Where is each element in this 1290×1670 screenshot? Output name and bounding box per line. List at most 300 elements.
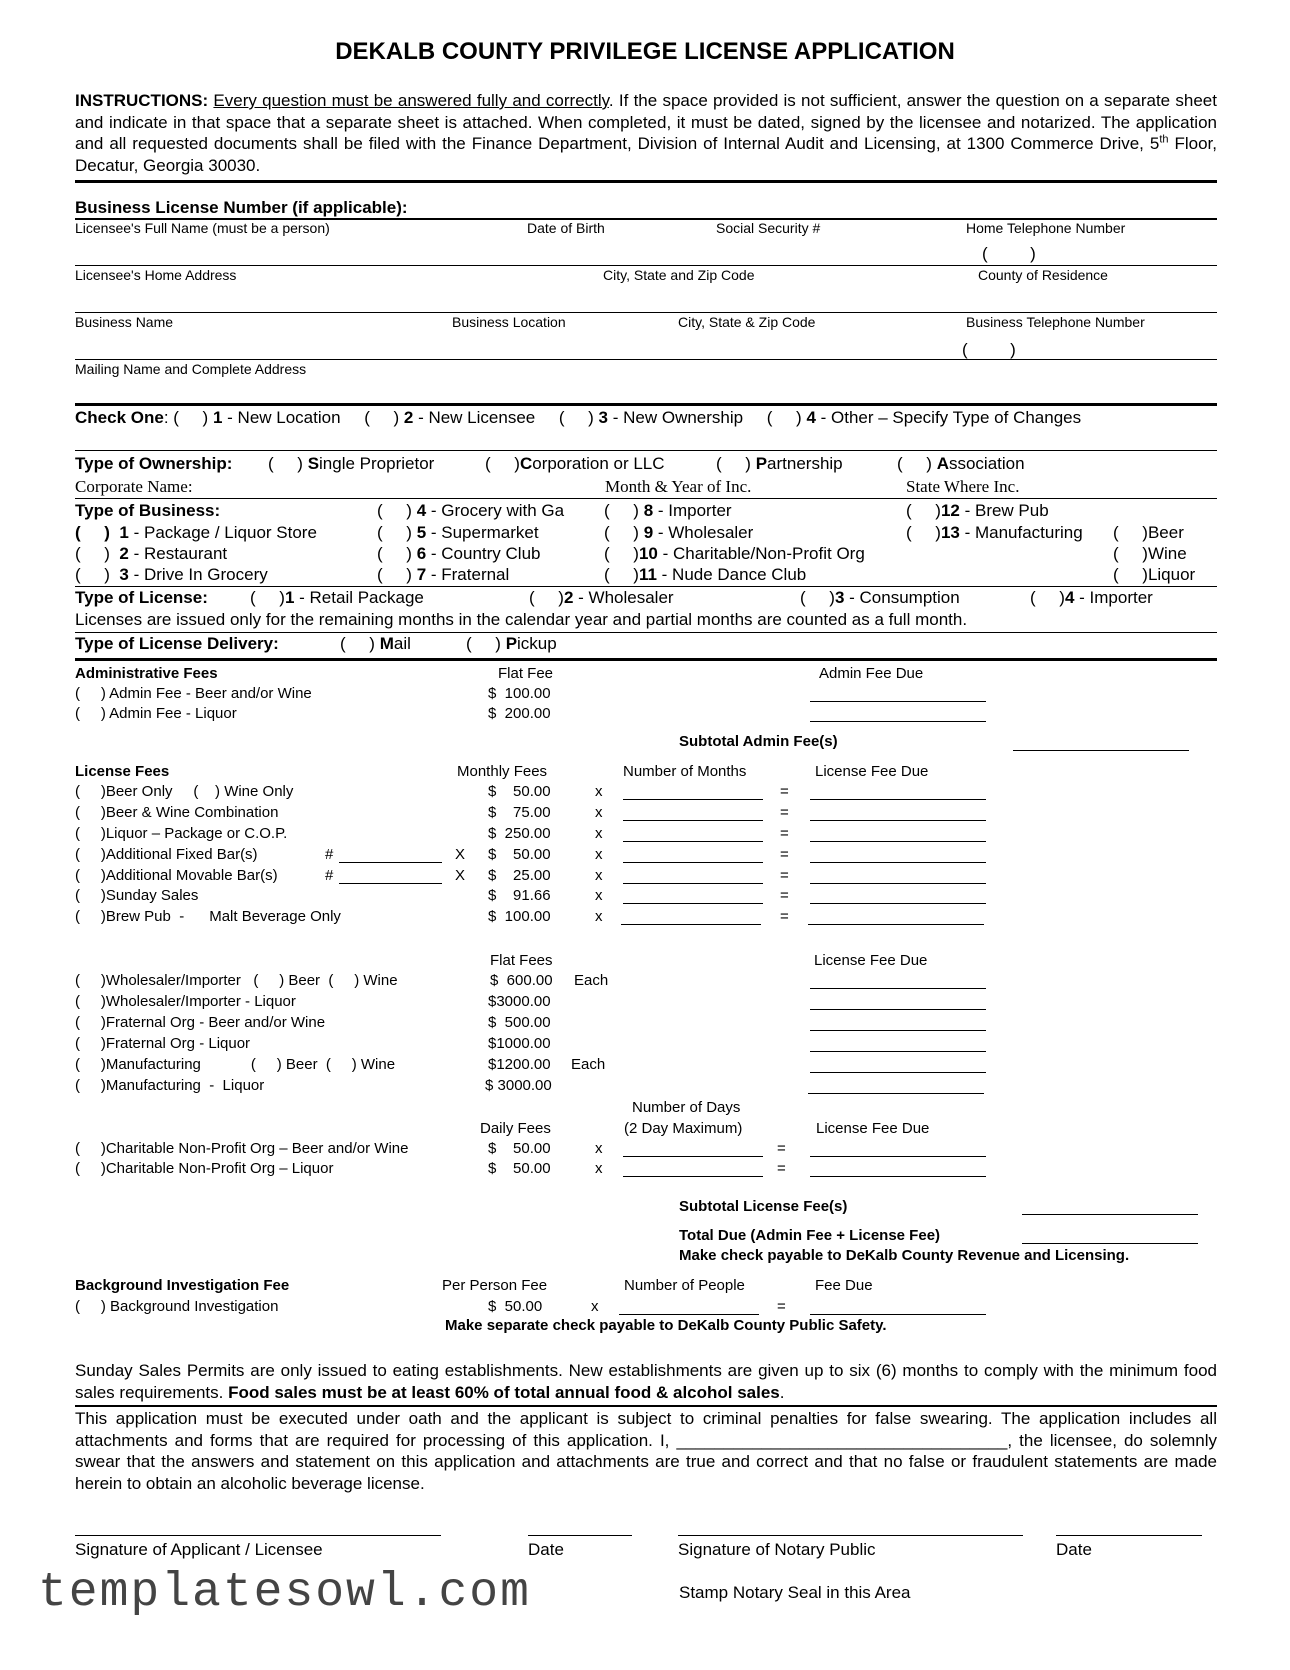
delivery-label: Type of License Delivery: — [75, 634, 279, 653]
text: Fraternal Org - Liquor — [105, 1035, 251, 1052]
admin-fees-label: Administrative Fees — [75, 665, 218, 682]
text: Fraternal Org - Beer and/or Wine — [105, 1014, 326, 1031]
option-text: artnership — [767, 454, 843, 473]
text: Beer Only ( ) Wine Only — [105, 783, 294, 800]
fee-fixed-bars[interactable] — [75, 846, 258, 864]
text: - Consumption — [844, 588, 960, 607]
daily-fee: $ 50.00 — [488, 1140, 551, 1157]
checkbox[interactable]: ( ) — [529, 588, 564, 607]
check-one-label: Check One — [75, 408, 164, 427]
times: x — [595, 908, 603, 925]
checkbox[interactable]: ( ) — [906, 501, 941, 520]
text: - Grocery with Ga — [426, 501, 565, 520]
check-one-row — [75, 408, 1081, 428]
fee-charitable-beer-wine[interactable] — [75, 1140, 408, 1158]
oath-part1: This application must be executed under oath and the applicant is subject to criminal penalties for false swearing. The application includes all attachments and forms that are required for processing of this application. I, — [75, 1409, 1217, 1450]
option-num: 4 — [806, 408, 816, 427]
checkbox[interactable]: ( ) — [906, 523, 941, 542]
option-new-ownership: - New Ownership — [608, 408, 744, 427]
checkbox[interactable]: ( ) — [75, 544, 110, 563]
home-phone-label: Home Telephone Number — [966, 220, 1126, 236]
monthly-fee: $ 250.00 — [488, 825, 551, 842]
checkbox-new-licensee[interactable]: ( ) — [364, 408, 400, 427]
checkbox[interactable]: ( ) — [604, 501, 639, 520]
total-due-blank[interactable] — [1022, 1243, 1198, 1244]
license-note: Licenses are issued only for the remaining months in the calendar year and partial months are counted as a full month. — [75, 610, 968, 629]
flat-fee-due-blank[interactable] — [810, 1030, 986, 1031]
flat-fee-due-blank[interactable] — [810, 988, 986, 989]
daily-fees-header: Daily Fees — [480, 1120, 551, 1137]
business-type-11[interactable] — [604, 565, 806, 585]
checkbox[interactable]: ( ) — [75, 523, 110, 542]
delivery-pickup[interactable] — [466, 634, 557, 654]
checkbox[interactable]: ( ) — [75, 804, 106, 821]
equals: = — [780, 867, 789, 884]
months-blank[interactable] — [623, 862, 763, 863]
admin-fee-liquor[interactable] — [75, 705, 237, 723]
checkbox[interactable]: ( ) — [604, 565, 639, 584]
sunday-text: Sunday Sales Permits are only issued to eating establishments. New establishments are given up to six (6) months to comply with the minimum food sales requirements. — [75, 1361, 1217, 1402]
sunday-bold: Food sales must be at least 60% of total annual food & alcohol sales — [228, 1382, 780, 1402]
oath-part2: , the licensee, do solemnly swear that the answers and statement on this application and attachments are true and correct and that no false or fraudulent statements are made herein to obtain an alcoholic beverage license. — [75, 1430, 1217, 1493]
subtotal-admin-blank[interactable] — [1013, 750, 1189, 751]
text: Wine — [1147, 544, 1187, 563]
text: ickup — [517, 634, 557, 653]
fee-due-blank[interactable] — [808, 924, 984, 925]
state-inc-label: State Where Inc. — [906, 477, 1020, 496]
licensee-name-blank[interactable]: ___________________________________ — [676, 1430, 1008, 1450]
checkbox[interactable]: ( ) — [75, 1035, 106, 1052]
checkbox[interactable]: ( ) — [75, 1160, 106, 1177]
checkbox[interactable]: ( ) — [268, 454, 303, 473]
checkbox[interactable]: ( ) — [75, 1077, 106, 1094]
flat-fees-header: Flat Fees — [490, 952, 553, 969]
license-type-importer[interactable] — [1030, 588, 1153, 608]
business-type-2[interactable] — [75, 544, 227, 564]
initial: P — [755, 454, 768, 473]
mailing-label: Mailing Name and Complete Address — [75, 361, 307, 377]
admin-fee-due-blank[interactable] — [810, 701, 986, 702]
ownership-sole[interactable] — [268, 454, 434, 474]
flat-fee: $ 500.00 — [488, 1014, 551, 1031]
times: x — [595, 783, 603, 800]
text: Additional Fixed Bar(s) — [105, 846, 258, 863]
business-type-13[interactable] — [906, 523, 1083, 543]
business-type-9[interactable] — [604, 523, 753, 543]
sunday-sales-note — [75, 1360, 1217, 1403]
text: - Importer — [1074, 588, 1153, 607]
number-months-header: Number of Months — [623, 763, 747, 780]
text: - Nude Dance Club — [656, 565, 807, 584]
date1-line[interactable] — [528, 1535, 632, 1536]
divider — [75, 180, 1217, 183]
text: - Package / Liquor Store — [128, 523, 317, 542]
subtotal-license-blank[interactable] — [1022, 1214, 1198, 1215]
flat-fee: $ 600.00 — [490, 972, 553, 989]
business-city-label: City, State & Zip Code — [678, 314, 816, 330]
text: - Country Club — [426, 544, 541, 563]
times: x — [595, 1160, 603, 1177]
fee-due-header: Fee Due — [815, 1277, 873, 1294]
per-person-fee: $ 50.00 — [488, 1298, 543, 1315]
option-num: 1 — [212, 408, 223, 427]
business-type-7[interactable] — [377, 565, 509, 585]
flat-fee-due-blank[interactable] — [810, 1072, 986, 1073]
fee-due-blank[interactable] — [810, 862, 986, 863]
license-type-consumption[interactable] — [800, 588, 960, 608]
option-new-location: - New Location — [222, 408, 341, 427]
checkbox[interactable]: ( ) — [75, 846, 106, 863]
equals: = — [780, 783, 789, 800]
bar-count-blank[interactable] — [339, 862, 442, 863]
text: Brew Pub - Malt Beverage Only — [105, 908, 341, 925]
fee-due-blank[interactable] — [810, 883, 986, 884]
checkbox[interactable]: ( ) — [377, 544, 412, 563]
initial: M — [379, 634, 394, 653]
text: Wholesaler/Importer ( ) Beer ( ) Wine — [105, 972, 398, 989]
times: x — [591, 1298, 599, 1315]
text: Manufacturing - Liquor — [105, 1077, 265, 1094]
hash: # — [325, 867, 334, 884]
business-phone-parens[interactable]: ( ) — [962, 340, 1016, 359]
equals: = — [777, 1160, 786, 1177]
each-label: Each — [574, 972, 609, 989]
checkbox[interactable]: ( ) — [604, 544, 639, 563]
text: Liquor – Package or C.O.P. — [105, 825, 288, 842]
fee-manufacturing-liquor[interactable] — [75, 1077, 264, 1095]
months-blank[interactable] — [623, 841, 763, 842]
divider — [75, 658, 1217, 661]
monthly-fee: $ 75.00 — [488, 804, 551, 821]
text: Background Investigation — [110, 1298, 279, 1315]
checkbox[interactable]: ( ) — [1113, 565, 1148, 584]
business-type-8[interactable] — [604, 501, 732, 521]
checkbox-new-location[interactable]: ( ) — [173, 408, 209, 427]
times: x — [595, 867, 603, 884]
monthly-fee: $ 50.00 — [488, 783, 551, 800]
corporate-name-label: Corporate Name: — [75, 477, 193, 496]
text: Liquor — [1147, 565, 1196, 584]
instructions — [75, 90, 1217, 176]
checkbox[interactable]: ( ) — [75, 867, 106, 884]
checkbox[interactable]: ( ) — [75, 783, 106, 800]
checkbox[interactable]: ( ) — [75, 565, 110, 584]
instructions-emphasis: Every question must be answered fully and correctly — [213, 91, 609, 110]
fee-brew-pub[interactable] — [75, 908, 341, 926]
text: Manufacturing ( ) Beer ( ) Wine — [105, 1056, 396, 1073]
checkbox[interactable]: ( ) — [897, 454, 932, 473]
license-type-label: Type of License: — [75, 588, 208, 607]
monthly-fee: $ 50.00 — [488, 846, 551, 863]
flat-fee-due-header: License Fee Due — [814, 952, 928, 969]
num: 2 — [563, 588, 574, 607]
num: 11 — [638, 565, 657, 584]
home-address-label: Licensee's Home Address — [75, 267, 237, 283]
text: Wholesaler/Importer - Liquor — [105, 993, 296, 1010]
num: 6 — [416, 544, 427, 563]
divider — [75, 1405, 1217, 1407]
license-type-retail[interactable] — [250, 588, 424, 608]
divider — [75, 359, 1217, 360]
instructions-sup: th — [1159, 133, 1169, 146]
flat-fee: $ 3000.00 — [485, 1077, 552, 1094]
fee-beer-wine-combo[interactable] — [75, 804, 278, 822]
license-fees-label: License Fees — [75, 763, 170, 780]
checkbox[interactable]: ( ) — [75, 705, 106, 722]
num: 1 — [119, 523, 129, 542]
fee-wholesaler-beer-wine[interactable] — [75, 972, 398, 990]
fee-manufacturing-beer-wine[interactable] — [75, 1056, 395, 1074]
option-text: orporation or LLC — [532, 454, 665, 473]
fee-wholesaler-liquor[interactable] — [75, 993, 296, 1011]
business-type-3[interactable] — [75, 565, 268, 585]
manufacturing-beer[interactable] — [1113, 523, 1184, 543]
manufacturing-wine[interactable] — [1113, 544, 1187, 564]
hash: # — [325, 846, 334, 863]
checkbox[interactable]: ( ) — [377, 501, 412, 520]
checkbox[interactable]: ( ) — [377, 565, 412, 584]
checkbox[interactable]: ( ) — [75, 685, 106, 702]
num: 3 — [119, 565, 129, 584]
equals: = — [777, 1298, 786, 1315]
daily-fee-due-blank[interactable] — [810, 1176, 986, 1177]
business-type-10[interactable] — [604, 544, 865, 564]
home-phone-parens[interactable]: ( ) — [982, 244, 1036, 263]
text: - Wholesaler — [573, 588, 674, 607]
notary-signature-label: Signature of Notary Public — [678, 1540, 876, 1559]
fee-movable-bars[interactable] — [75, 867, 278, 885]
monthly-fee: $ 100.00 — [488, 908, 551, 925]
payable-public-safety: Make separate check payable to DeKalb County Public Safety. — [445, 1317, 887, 1334]
business-type-label: Type of Business: — [75, 501, 221, 520]
month-year-label: Month & Year of Inc. — [605, 477, 752, 496]
checkbox[interactable]: ( ) — [75, 887, 106, 904]
checkbox[interactable]: ( ) — [340, 634, 375, 653]
months-blank[interactable] — [623, 903, 763, 904]
fee-charitable-liquor[interactable] — [75, 1160, 333, 1178]
per-person-header: Per Person Fee — [442, 1277, 548, 1294]
daily-fee: $ 50.00 — [488, 1160, 551, 1177]
business-type-1[interactable] — [75, 523, 317, 543]
equals: = — [780, 887, 789, 904]
num: 10 — [638, 544, 658, 563]
business-type-4[interactable] — [377, 501, 564, 521]
text: Charitable Non-Profit Org – Liquor — [105, 1160, 334, 1177]
text: Admin Fee - Liquor — [109, 705, 237, 722]
checkbox[interactable]: ( ) — [604, 523, 639, 542]
manufacturing-liquor[interactable] — [1113, 565, 1195, 585]
divider — [75, 450, 1217, 451]
num: 3 — [834, 588, 845, 607]
checkbox-other[interactable]: ( ) — [766, 408, 802, 427]
ownership-label: Type of Ownership: — [75, 454, 233, 473]
day-maximum-header: (2 Day Maximum) — [624, 1120, 743, 1137]
ownership-partnership[interactable] — [716, 454, 843, 474]
license-number-label: Business License Number (if applicable): — [75, 198, 408, 217]
checkbox[interactable]: ( ) — [75, 908, 106, 925]
flat-fee-due-blank[interactable] — [808, 1093, 984, 1094]
background-fee-due-blank[interactable] — [810, 1314, 986, 1315]
times: x — [595, 887, 603, 904]
num: 13 — [940, 523, 960, 542]
initial: A — [936, 454, 949, 473]
checkbox[interactable]: ( ) — [75, 1056, 106, 1073]
checkbox[interactable]: ( ) — [75, 1298, 106, 1315]
months-blank[interactable] — [621, 924, 761, 925]
total-due-label: Total Due (Admin Fee + License Fee) — [679, 1227, 941, 1244]
option-num: 3 — [598, 408, 609, 427]
fee-due-blank[interactable] — [810, 903, 986, 904]
fee-beer-wine-only[interactable] — [75, 783, 293, 801]
date2-label: Date — [1056, 1540, 1092, 1559]
checkbox[interactable]: ( ) — [75, 1140, 106, 1157]
months-blank[interactable] — [623, 820, 763, 821]
instructions-text-end: Floor, Decatur, Georgia 30030. — [75, 134, 1217, 175]
applicant-signature-line[interactable] — [75, 1535, 441, 1536]
flat-fee: $1200.00 — [488, 1056, 551, 1073]
admin-fee-due-header: Admin Fee Due — [819, 665, 924, 682]
checkbox[interactable]: ( ) — [1113, 523, 1148, 542]
equals: = — [780, 825, 789, 842]
num: 1 — [284, 588, 295, 607]
sunday-end: . — [779, 1382, 785, 1402]
ownership-association[interactable] — [897, 454, 1025, 474]
license-fee-due-header: License Fee Due — [815, 763, 929, 780]
times: x — [595, 804, 603, 821]
daily-fee-due-header: License Fee Due — [816, 1120, 930, 1137]
background-fee-label: Background Investigation Fee — [75, 1277, 290, 1294]
monthly-fee: $ 91.66 — [488, 887, 551, 904]
initial: P — [505, 634, 518, 653]
divider — [75, 265, 1217, 266]
fee-due-blank[interactable] — [810, 841, 986, 842]
checkbox[interactable]: ( ) — [75, 972, 106, 989]
equals: = — [780, 908, 789, 925]
business-type-12[interactable] — [906, 501, 1049, 521]
business-phone-label: Business Telephone Number — [966, 314, 1145, 330]
full-name-label: Licensee's Full Name (must be a person) — [75, 220, 330, 236]
divider — [75, 403, 1217, 406]
num: 12 — [940, 501, 960, 520]
bar-count-blank[interactable] — [339, 883, 442, 884]
checkbox[interactable]: ( ) — [75, 825, 106, 842]
checkbox[interactable]: ( ) — [377, 523, 412, 542]
text: - Retail Package — [294, 588, 424, 607]
fee-fraternal-beer-wine[interactable] — [75, 1014, 325, 1032]
days-blank[interactable] — [623, 1156, 763, 1157]
fee-sunday-sales[interactable] — [75, 887, 198, 905]
text: Admin Fee - Beer and/or Wine — [109, 685, 312, 702]
checkbox[interactable]: ( ) — [800, 588, 835, 607]
times-X: X — [455, 867, 466, 884]
text: Sunday Sales — [105, 887, 199, 904]
num: 5 — [416, 523, 427, 542]
flat-fee: $1000.00 — [488, 1035, 551, 1052]
text: - Supermarket — [426, 523, 539, 542]
equals: = — [777, 1140, 786, 1157]
text: - Brew Pub — [959, 501, 1049, 520]
delivery-mail[interactable] — [340, 634, 411, 654]
checkbox[interactable]: ( ) — [1113, 544, 1148, 563]
option-num: 2 — [403, 408, 414, 427]
notary-seal-label: Stamp Notary Seal in this Area — [679, 1583, 911, 1602]
oath-text — [75, 1408, 1217, 1494]
fee-due-blank[interactable] — [810, 799, 986, 800]
text: - Restaurant — [128, 544, 228, 563]
fee-liquor-package[interactable] — [75, 825, 287, 843]
flat-fee-due-blank[interactable] — [810, 1009, 986, 1010]
text: ail — [393, 634, 411, 653]
checkbox[interactable]: ( ) — [75, 993, 106, 1010]
admin-fee-due-blank[interactable] — [810, 721, 986, 722]
payable-revenue: Make check payable to DeKalb County Revenue and Licensing. — [679, 1247, 1130, 1264]
initial: S — [307, 454, 320, 473]
background-investigation[interactable] — [75, 1298, 278, 1316]
days-blank[interactable] — [623, 1176, 763, 1177]
equals: = — [780, 846, 789, 863]
text: - Charitable/Non-Profit Org — [657, 544, 865, 563]
divider — [75, 586, 1217, 587]
subtotal-admin-label: Subtotal Admin Fee(s) — [679, 733, 838, 750]
business-type-5[interactable] — [377, 523, 539, 543]
number-people-header: Number of People — [624, 1277, 745, 1294]
home-city-label: City, State and Zip Code — [603, 267, 755, 283]
license-type-wholesaler[interactable] — [529, 588, 674, 608]
number-days-header: Number of Days — [632, 1099, 741, 1116]
fee-due-blank[interactable] — [810, 820, 986, 821]
checkbox[interactable]: ( ) — [716, 454, 751, 473]
flat-fee-due-blank[interactable] — [810, 1051, 986, 1052]
fee-fraternal-liquor[interactable] — [75, 1035, 250, 1053]
divider — [75, 498, 1217, 499]
notary-signature-line[interactable] — [678, 1535, 1023, 1536]
checkbox-new-ownership[interactable]: ( ) — [558, 408, 594, 427]
text: - Fraternal — [426, 565, 510, 584]
checkbox[interactable]: ( ) — [75, 1014, 106, 1031]
option-text: ssociation — [948, 454, 1025, 473]
checkbox[interactable]: ( ) — [466, 634, 501, 653]
business-type-6[interactable] — [377, 544, 540, 564]
ownership-corporation[interactable] — [485, 454, 665, 474]
text: - Manufacturing — [959, 523, 1083, 542]
people-blank[interactable] — [619, 1314, 759, 1315]
colon: : — [163, 408, 169, 427]
checkbox[interactable]: ( ) — [485, 454, 520, 473]
applicant-signature-label: Signature of Applicant / Licensee — [75, 1540, 323, 1559]
text: Charitable Non-Profit Org – Beer and/or Wine — [105, 1140, 409, 1157]
checkbox[interactable]: ( ) — [1030, 588, 1065, 607]
num: 4 — [416, 501, 427, 520]
admin-fee-beer-wine[interactable] — [75, 685, 312, 703]
months-blank[interactable] — [623, 799, 763, 800]
flat-fee-header: Flat Fee — [498, 665, 554, 682]
business-name-label: Business Name — [75, 314, 174, 330]
num: 4 — [1064, 588, 1075, 607]
equals: = — [780, 804, 789, 821]
months-blank[interactable] — [623, 883, 763, 884]
num: 7 — [416, 565, 427, 584]
dob-label: Date of Birth — [527, 220, 605, 236]
text: - Drive In Grocery — [128, 565, 268, 584]
date2-line[interactable] — [1056, 1535, 1202, 1536]
each-label: Each — [571, 1056, 606, 1073]
text: Beer & Wine Combination — [105, 804, 279, 821]
times: x — [595, 846, 603, 863]
ssn-label: Social Security # — [716, 220, 821, 236]
checkbox[interactable]: ( ) — [250, 588, 285, 607]
daily-fee-due-blank[interactable] — [810, 1156, 986, 1157]
initial: C — [519, 454, 533, 473]
